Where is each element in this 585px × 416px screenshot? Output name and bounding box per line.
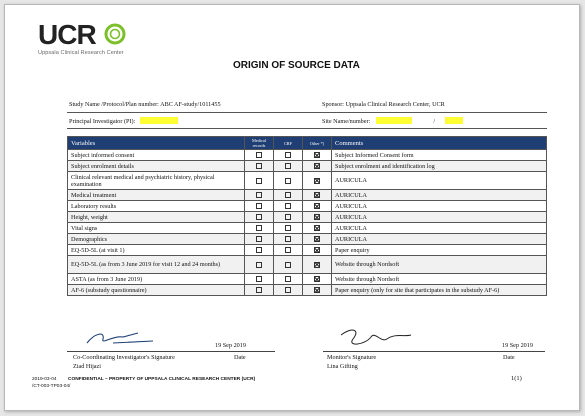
comment-cell: AURICULA bbox=[332, 190, 547, 201]
variable-cell: AF-6 (substudy questionnaire) bbox=[68, 285, 245, 296]
crf-checkbox-cell bbox=[274, 223, 303, 234]
study-name-label: Study Name /Protocol/Plan number: bbox=[69, 101, 159, 108]
crf-checkbox bbox=[285, 152, 291, 158]
other-checkbox-cell bbox=[303, 274, 332, 285]
footer-page-number: 1(1) bbox=[511, 375, 522, 382]
variable-cell: ASTA (as from 3 June 2019) bbox=[68, 274, 245, 285]
investigator-signature-line bbox=[67, 351, 275, 352]
table-row bbox=[68, 274, 547, 285]
medical-records-checkbox bbox=[256, 287, 262, 293]
pi-label: Principal Investigator (PI): bbox=[69, 118, 136, 125]
other-checkbox bbox=[314, 262, 320, 268]
variable-cell: Subject enrolment details bbox=[68, 161, 245, 172]
divider bbox=[67, 128, 547, 129]
comment-cell: Website through Nordsoft bbox=[332, 256, 547, 274]
medical-records-checkbox-cell bbox=[245, 201, 274, 212]
study-name-value: ABC AF-study/1011455 bbox=[160, 101, 221, 108]
redacted-highlight bbox=[376, 117, 412, 124]
crf-checkbox-cell bbox=[274, 172, 303, 190]
investigator-name: Ziad Hijazi bbox=[73, 363, 102, 370]
table-row bbox=[68, 150, 547, 161]
medical-records-checkbox-cell bbox=[245, 150, 274, 161]
comment-cell: Website through Nordsoft bbox=[332, 274, 547, 285]
medical-records-checkbox-cell bbox=[245, 245, 274, 256]
study-name-field bbox=[69, 101, 221, 108]
variable-cell: Medical treatment bbox=[68, 190, 245, 201]
other-checkbox-cell bbox=[303, 285, 332, 296]
medical-records-checkbox-cell bbox=[245, 212, 274, 223]
other-checkbox-cell bbox=[303, 223, 332, 234]
table-row bbox=[68, 190, 547, 201]
table-row bbox=[68, 245, 547, 256]
crf-checkbox-cell bbox=[274, 150, 303, 161]
crf-checkbox bbox=[285, 163, 291, 169]
medical-records-checkbox bbox=[256, 178, 262, 184]
variable-cell: EQ-5D-5L (as from 3 June 2019 for visit 12 and 24 months) bbox=[68, 256, 245, 274]
medical-records-checkbox bbox=[256, 276, 262, 282]
monitor-signature-line bbox=[323, 351, 545, 352]
crf-checkbox-cell bbox=[274, 212, 303, 223]
other-checkbox bbox=[314, 287, 320, 293]
other-checkbox-cell bbox=[303, 212, 332, 223]
other-checkbox bbox=[314, 192, 320, 198]
comment-cell: AURICULA bbox=[332, 201, 547, 212]
document-title: ORIGIN OF SOURCE DATA bbox=[233, 60, 360, 71]
table-row bbox=[68, 256, 547, 274]
investigator-date-value: 19 Sep 2019 bbox=[215, 342, 246, 349]
variable-cell: Demographics bbox=[68, 234, 245, 245]
other-checkbox-cell bbox=[303, 201, 332, 212]
monitor-date-value: 19 Sep 2019 bbox=[502, 342, 533, 349]
crf-checkbox-cell bbox=[274, 285, 303, 296]
medical-records-checkbox bbox=[256, 203, 262, 209]
monitor-name: Lina Gifting bbox=[327, 363, 358, 370]
medical-records-checkbox bbox=[256, 192, 262, 198]
comment-cell: Paper enquiry bbox=[332, 245, 547, 256]
medical-records-checkbox bbox=[256, 163, 262, 169]
site-label: Site Name/number: bbox=[322, 118, 371, 125]
divider bbox=[67, 112, 547, 113]
table-row bbox=[68, 223, 547, 234]
comment-cell: AURICULA bbox=[332, 172, 547, 190]
variable-cell: Clinical relevant medical and psychiatric history, physical examination bbox=[68, 172, 245, 190]
crf-checkbox-cell bbox=[274, 256, 303, 274]
crf-checkbox-cell bbox=[274, 274, 303, 285]
sponsor-value: Uppsala Clinical Research Center, UCR bbox=[345, 101, 445, 108]
logo-subtitle: Uppsala Clinical Research Center bbox=[38, 50, 124, 56]
site-separator: / bbox=[433, 118, 436, 125]
crf-checkbox bbox=[285, 276, 291, 282]
medical-records-checkbox bbox=[256, 247, 262, 253]
other-checkbox bbox=[314, 203, 320, 209]
other-checkbox bbox=[314, 214, 320, 220]
table-header-row bbox=[68, 137, 547, 150]
comment-cell: Paper enquiry (only for site that participates in the substudy AF-6) bbox=[332, 285, 547, 296]
redacted-highlight bbox=[445, 117, 463, 124]
comment-cell: AURICULA bbox=[332, 234, 547, 245]
medical-records-checkbox-cell bbox=[245, 161, 274, 172]
header-variables: Variables bbox=[68, 137, 245, 150]
header-other: Other *) bbox=[303, 137, 332, 150]
crf-checkbox bbox=[285, 178, 291, 184]
other-checkbox-cell bbox=[303, 245, 332, 256]
crf-checkbox-cell bbox=[274, 161, 303, 172]
table-row bbox=[68, 212, 547, 223]
logo-text: UCR bbox=[38, 19, 96, 50]
other-checkbox bbox=[314, 225, 320, 231]
monitor-role: Monitor's Signature bbox=[327, 354, 377, 361]
other-checkbox-cell bbox=[303, 256, 332, 274]
medical-records-checkbox-cell bbox=[245, 190, 274, 201]
other-checkbox bbox=[314, 247, 320, 253]
ucr-logo bbox=[38, 21, 124, 56]
variable-cell: Laboratory results bbox=[68, 201, 245, 212]
crf-checkbox bbox=[285, 214, 291, 220]
redacted-highlight bbox=[140, 117, 178, 124]
logo-ring-icon bbox=[104, 23, 126, 45]
table-row bbox=[68, 172, 547, 190]
other-checkbox-cell bbox=[303, 150, 332, 161]
header-comments: Comments bbox=[332, 137, 547, 150]
medical-records-checkbox bbox=[256, 262, 262, 268]
crf-checkbox bbox=[285, 236, 291, 242]
medical-records-checkbox bbox=[256, 152, 262, 158]
comment-cell: Subject enrolment and identification log bbox=[332, 161, 547, 172]
investigator-role: Co-Coordinating Investigator's Signature bbox=[73, 354, 175, 361]
table-row bbox=[68, 161, 547, 172]
medical-records-checkbox-cell bbox=[245, 172, 274, 190]
variable-cell: Vital signs bbox=[68, 223, 245, 234]
crf-checkbox-cell bbox=[274, 234, 303, 245]
header-medical-records: Medical records bbox=[245, 137, 274, 150]
medical-records-checkbox-cell bbox=[245, 256, 274, 274]
crf-checkbox bbox=[285, 287, 291, 293]
other-checkbox-cell bbox=[303, 234, 332, 245]
variable-cell: Subject informed consent bbox=[68, 150, 245, 161]
medical-records-checkbox-cell bbox=[245, 285, 274, 296]
source-data-table bbox=[67, 136, 547, 296]
investigator-date-label: Date bbox=[234, 354, 246, 361]
variable-cell: Height, weight bbox=[68, 212, 245, 223]
pi-field bbox=[69, 117, 178, 125]
footer-date: 2019-03-04 bbox=[32, 377, 57, 382]
crf-checkbox bbox=[285, 203, 291, 209]
other-checkbox bbox=[314, 178, 320, 184]
other-checkbox bbox=[314, 152, 320, 158]
crf-checkbox-cell bbox=[274, 245, 303, 256]
other-checkbox bbox=[314, 163, 320, 169]
crf-checkbox bbox=[285, 247, 291, 253]
crf-checkbox-cell bbox=[274, 190, 303, 201]
medical-records-checkbox-cell bbox=[245, 274, 274, 285]
other-checkbox bbox=[314, 276, 320, 282]
document-page bbox=[4, 4, 580, 411]
monitor-signature-image bbox=[335, 325, 415, 351]
medical-records-checkbox bbox=[256, 236, 262, 242]
crf-checkbox bbox=[285, 225, 291, 231]
table-row bbox=[68, 285, 547, 296]
medical-records-checkbox bbox=[256, 225, 262, 231]
comment-cell: AURICULA bbox=[332, 223, 547, 234]
other-checkbox bbox=[314, 236, 320, 242]
footer-confidential: CONFIDENTIAL – PROPERTY OF UPPSALA CLINICAL RESEARCH CENTER (UCR) bbox=[68, 377, 256, 382]
table-row bbox=[68, 201, 547, 212]
other-checkbox-cell bbox=[303, 161, 332, 172]
monitor-date-label: Date bbox=[503, 354, 515, 361]
other-checkbox-cell bbox=[303, 172, 332, 190]
site-field bbox=[322, 117, 463, 125]
sponsor-label: Sponsor: bbox=[322, 101, 345, 108]
crf-checkbox-cell bbox=[274, 201, 303, 212]
crf-checkbox bbox=[285, 192, 291, 198]
variable-cell: EQ-5D-5L (at visit 1) bbox=[68, 245, 245, 256]
medical-records-checkbox-cell bbox=[245, 223, 274, 234]
header-crf: CRF bbox=[274, 137, 303, 150]
comment-cell: AURICULA bbox=[332, 212, 547, 223]
medical-records-checkbox bbox=[256, 214, 262, 220]
comment-cell: Subject Informed Consent form bbox=[332, 150, 547, 161]
other-checkbox-cell bbox=[303, 190, 332, 201]
medical-records-checkbox-cell bbox=[245, 234, 274, 245]
table-row bbox=[68, 234, 547, 245]
sponsor-field bbox=[322, 101, 445, 108]
footer-doc-code: /CT-003-TP03-04/ bbox=[32, 384, 71, 389]
investigator-signature-image bbox=[83, 329, 173, 349]
crf-checkbox bbox=[285, 262, 291, 268]
